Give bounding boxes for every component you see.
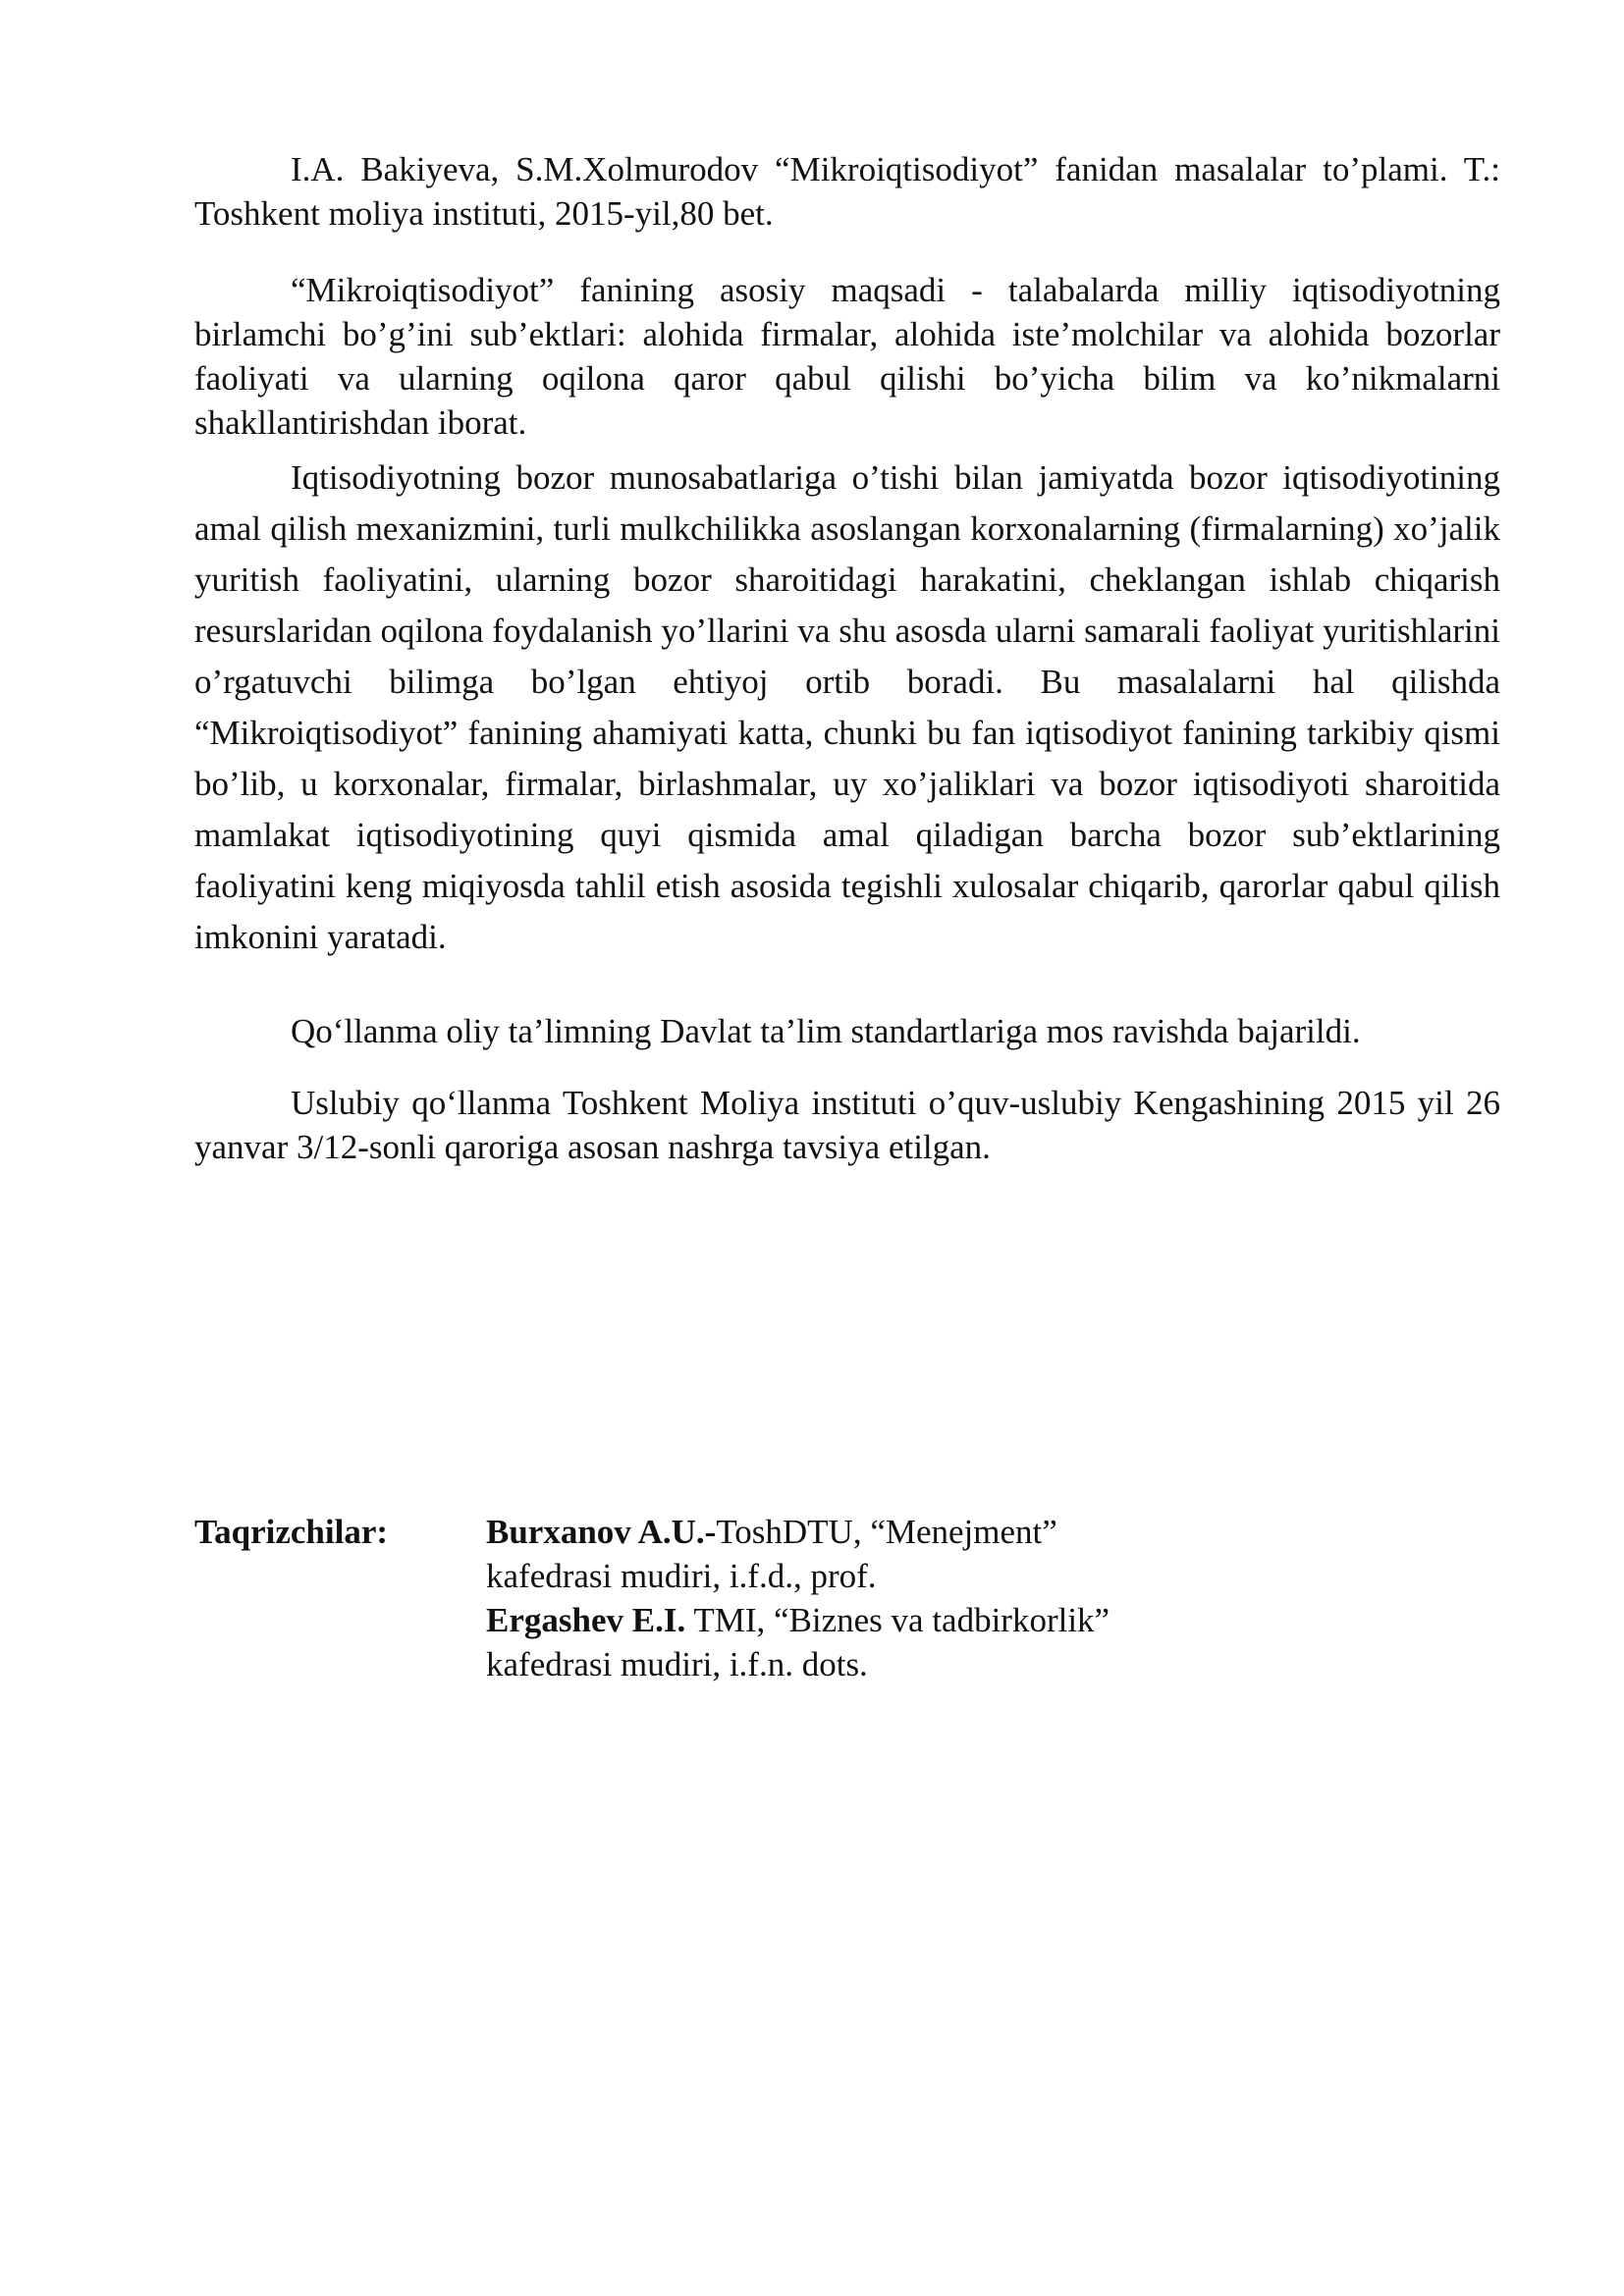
reviewer-2-position: kafedrasi mudiri, i.f.n. dots. [486,1645,868,1683]
reviewer-1-affiliation: ToshDTU, “Menejment” [716,1513,1057,1551]
reviewer-2-affiliation: TMI, “Biznes va tadbirkorlik” [685,1601,1110,1639]
aim-paragraph: “Mikroiqtisodiyot” fanining asosiy maqsadi - talabalarda milliy iqtisodiyotning birlamchi bo’g’ini sub’ektlari: alohida firmalar, alohida iste’molchilar va alohida bozorlar faoliyati va ularning oqilona qaror qabul qilishi bo’yicha bilim va ko’nikmalarni shakllantirishdan iborat. [194,271,1500,442]
bibliographic-reference: I.A. Bakiyeva, S.M.Xolmurodov “Mikroiqtisodiyot” fanidan masalalar to’plami. T.: Toshkent moliya instituti, 2015-yil,80 bet. [194,150,1500,233]
reviewers-list [486,1510,1468,1686]
reviewer-1-line [486,1510,1468,1554]
document-body [194,147,1500,1169]
standard-paragraph: Qo‘llanma oliy ta’limning Davlat ta’lim standartlariga mos ravishda bajarildi. [291,1012,1361,1050]
reviewers-label: Taqrizchilar: [194,1513,389,1551]
reviewer-1-name: Burxanov A.U.- [486,1513,717,1551]
approval-paragraph: Uslubiy qo‘llanma Toshkent Moliya instituti o’quv-uslubiy Kengashining 2015 yil 26 yanvar 3/12-sonli qaroriga asosan nashrga tavsiya etilgan. [194,1084,1500,1166]
reviewer-1-position: kafedrasi mudiri, i.f.d., prof. [486,1557,877,1595]
reviewer-2-line [486,1598,1468,1642]
reviewer-2-name: Ergashev E.I. [486,1601,686,1639]
importance-paragraph: Iqtisodiyotning bozor munosabatlariga o’tishi bilan jamiyatda bozor iqtisodiyotining amal qilish mexanizmini, turli mulkchilikka asoslangan korxonalarning (firmalarning) xo’jalik yuritish faoliyatini, ularning bozor sharoitidagi harakatini, cheklangan ishlab chiqarish resurslaridan oqilona foydalanish yo’llarini va shu asosda ularni samarali faoliyat yuritishlarini o’rgatuvchi bilimga bo’lgan ehtiyoj ortib boradi. Bu masalalarni hal qilishda “Mikroiqtisodiyot” fanining ahamiyati katta, chunki bu fan iqtisodiyot fanining tarkibiy qismi bo’lib, u korxonalar, firmalar, birlashmalar, uy xo’jaliklari va bozor iqtisodiyoti sharoitida mamlakat iqtisodiyotining quyi qismida amal qiladigan barcha bozor sub’ektlarining faoliyatini keng miqiyosda tahlil etish asosida tegishli xulosalar chiqarib, qarorlar qabul qilish imkonini yaratadi. [194,458,1500,956]
